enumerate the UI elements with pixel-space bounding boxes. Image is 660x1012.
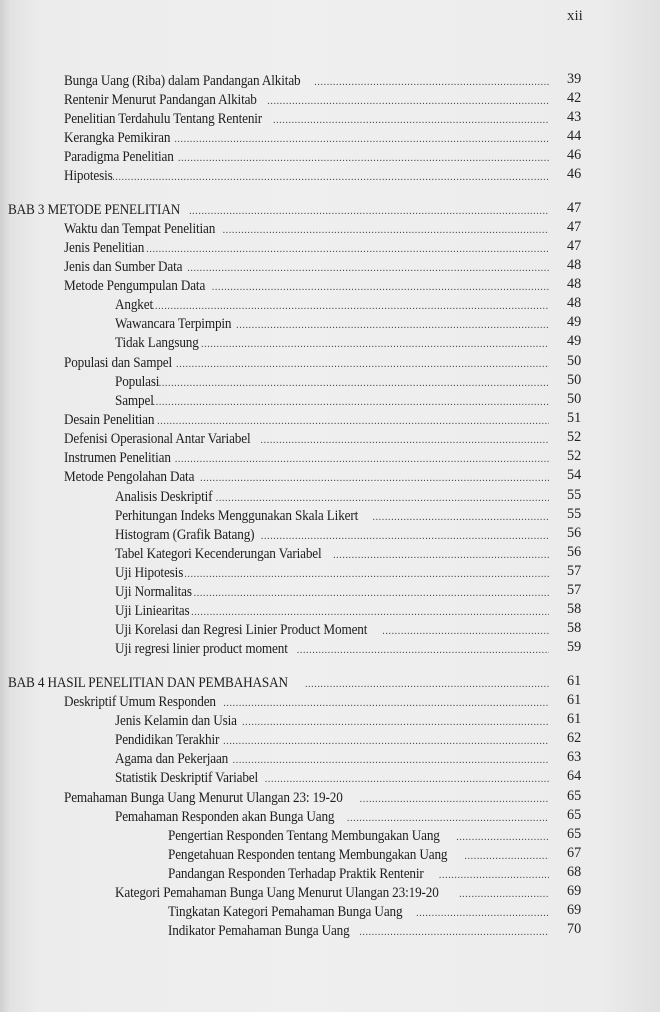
toc-entry-page-number: 49	[567, 333, 582, 349]
dot-leader	[152, 298, 549, 315]
toc-entry-label: Jenis Kelamin dan Usia	[115, 713, 237, 729]
toc-entry	[64, 431, 549, 448]
toc-entry	[64, 111, 549, 128]
toc-entry	[115, 527, 549, 544]
toc-entry	[115, 622, 549, 639]
toc-entry-page-number: 65	[567, 826, 582, 842]
toc-entry-page-number: 47	[567, 219, 582, 235]
toc-entry-page-number: 56	[567, 544, 582, 560]
dot-leader	[314, 74, 549, 91]
toc-entry-page-number: 58	[567, 601, 582, 617]
toc-entry-label: Bunga Uang (Riba) dalam Pandangan Alkitab	[64, 73, 301, 89]
toc-entry-label: Tidak Langsung	[115, 335, 199, 351]
toc-entry	[115, 335, 549, 352]
toc-entry	[115, 603, 549, 620]
toc-entry-label: Indikator Pemahaman Bunga Uang	[168, 923, 350, 939]
toc-entry	[64, 168, 549, 185]
dot-leader	[236, 317, 549, 334]
toc-entry	[64, 130, 549, 147]
dot-leader	[360, 791, 549, 808]
toc-entry	[115, 751, 549, 768]
toc-entry-page-number: 51	[567, 410, 582, 426]
toc-entry-page-number: 48	[567, 295, 582, 311]
toc-entry	[64, 73, 549, 90]
toc-entry-label: Uji Liniearitas	[115, 603, 190, 619]
dot-leader	[305, 676, 549, 693]
toc-entry-label: Analisis Deskriptif	[115, 489, 213, 505]
dot-leader	[153, 394, 549, 411]
toc-entry	[115, 374, 549, 391]
dot-leader	[233, 752, 549, 769]
toc-entry	[168, 904, 549, 921]
dot-leader	[223, 695, 549, 712]
toc-entry	[64, 221, 549, 238]
dot-leader	[456, 829, 549, 846]
dot-leader	[189, 203, 549, 220]
toc-entry-page-number: 54	[567, 467, 582, 483]
toc-entry	[168, 847, 549, 864]
toc-entry-page-number: 52	[567, 429, 582, 445]
toc-entry-page-number: 52	[567, 448, 582, 464]
toc-entry-label: Jenis dan Sumber Data	[64, 259, 183, 275]
toc-entry-label: Jenis Penelitian	[64, 240, 145, 256]
toc-entry-label: Pendidikan Terakhir	[115, 732, 220, 748]
dot-leader	[157, 413, 549, 430]
toc-entry-label: Kategori Pemahaman Bunga Uang Menurut Ulangan 23:19-20	[115, 885, 439, 901]
toc-entry-label: Waktu dan Tempat Penelitian	[64, 221, 216, 237]
toc-entry	[64, 450, 549, 467]
toc-entry	[115, 297, 549, 314]
dot-leader	[184, 566, 549, 583]
toc-entry	[64, 278, 549, 295]
toc-entry-label: Statistik Deskriptif Variabel	[115, 770, 259, 786]
toc-entry-page-number: 39	[567, 71, 582, 87]
dot-leader	[273, 112, 549, 129]
dot-leader	[265, 771, 549, 788]
dot-leader	[216, 490, 549, 507]
toc-entry-label: Angket	[115, 297, 154, 313]
toc-entry-label: Wawancara Terpimpin	[115, 316, 232, 332]
toc-entry-label: Agama dan Pekerjaan	[115, 751, 229, 767]
toc-entry-label: Populasi dan Sampel	[64, 355, 173, 371]
toc-entry-label: Penelitian Terdahulu Tentang Rentenir	[64, 111, 263, 127]
toc-entry	[64, 240, 549, 257]
toc-entry	[115, 885, 549, 902]
toc-entry-label: Metode Pengolahan Data	[64, 469, 195, 485]
toc-entry-label: Pengetahuan Responden tentang Membungakan Uang	[168, 847, 448, 863]
toc-entry-page-number: 70	[567, 921, 582, 937]
toc-entry-page-number: 48	[567, 276, 582, 292]
toc-entry-page-number: 43	[567, 109, 582, 125]
toc-entry-page-number: 59	[567, 639, 582, 655]
dot-leader	[159, 375, 549, 392]
toc-entry-label: BAB 3 METODE PENELITIAN	[8, 202, 181, 218]
toc-entry-page-number: 64	[567, 768, 582, 784]
toc-entry-label: Histogram (Grafik Batang)	[115, 527, 255, 543]
dot-leader	[359, 924, 549, 941]
dot-leader	[112, 169, 549, 186]
toc-entry	[115, 584, 549, 601]
toc-entry-label: Sampel	[115, 393, 154, 409]
toc-entry-page-number: 65	[567, 788, 582, 804]
dot-leader	[223, 222, 549, 239]
toc-entry-page-number: 62	[567, 730, 582, 746]
toc-entry-page-number: 46	[567, 147, 582, 163]
toc-entry-label: Pengertian Responden Tentang Membungakan Uang	[168, 828, 440, 844]
dot-leader	[187, 260, 549, 277]
dot-leader	[439, 867, 549, 884]
toc-entry	[64, 355, 549, 372]
toc-entry	[115, 316, 549, 333]
dot-leader	[459, 886, 549, 903]
dot-leader	[201, 336, 549, 353]
toc-entry-page-number: 56	[567, 525, 582, 541]
dot-leader	[297, 642, 549, 659]
toc-entry-page-number: 67	[567, 845, 582, 861]
dot-leader	[382, 623, 549, 640]
dot-leader	[347, 810, 549, 827]
toc-entry-label: Metode Pengumpulan Data	[64, 278, 206, 294]
toc-entry-page-number: 61	[567, 692, 582, 708]
dot-leader	[372, 509, 549, 526]
toc-entry	[64, 149, 549, 166]
toc-entry	[64, 92, 549, 109]
toc-entry	[64, 259, 549, 276]
toc-entry	[115, 641, 549, 658]
toc-entry-label: Uji Korelasi dan Regresi Linier Product Moment	[115, 622, 368, 638]
toc-entry-label: Kerangka Pemikiran	[64, 130, 171, 146]
toc-entry-page-number: 49	[567, 314, 582, 330]
toc-entry-page-number: 57	[567, 582, 582, 598]
dot-leader	[223, 733, 549, 750]
toc-entry-page-number: 57	[567, 563, 582, 579]
toc-entry	[115, 770, 549, 787]
toc-entry-page-number: 42	[567, 90, 582, 106]
dot-leader	[261, 432, 549, 449]
toc-entry-label: Tabel Kategori Kecenderungan Variabel	[115, 546, 322, 562]
dot-leader	[176, 356, 549, 373]
toc-chapter-entry	[8, 675, 549, 692]
toc-entry-label: Perhitungan Indeks Menggunakan Skala Likert	[115, 508, 359, 524]
dot-leader	[261, 528, 549, 545]
toc-entry	[115, 809, 549, 826]
dot-leader	[200, 470, 549, 487]
toc-entry	[168, 923, 549, 940]
toc-entry-page-number: 61	[567, 711, 582, 727]
toc-entry-label: Populasi	[115, 374, 160, 390]
dot-leader	[191, 604, 549, 621]
toc-entry-label: Uji Hipotesis	[115, 565, 184, 581]
toc-entry-page-number: 69	[567, 902, 582, 918]
toc-entry-page-number: 69	[567, 883, 582, 899]
toc-entry	[64, 469, 549, 486]
toc-entry-page-number: 48	[567, 257, 582, 273]
toc-entry-page-number: 55	[567, 506, 582, 522]
toc-entry-label: Desain Penelitian	[64, 412, 155, 428]
toc-entry	[168, 866, 549, 883]
toc-entry	[64, 412, 549, 429]
toc-entry	[64, 790, 549, 807]
toc-chapter-entry	[8, 202, 549, 219]
toc-entry-label: Instrumen Penelitian	[64, 450, 171, 466]
toc-entry-page-number: 50	[567, 391, 582, 407]
toc-entry-label: Tingkatan Kategori Pemahaman Bunga Uang	[168, 904, 403, 920]
toc-entry	[115, 489, 549, 506]
toc-entry	[168, 828, 549, 845]
toc-entry-page-number: 58	[567, 620, 582, 636]
dot-leader	[146, 241, 549, 258]
toc-entry-page-number: 50	[567, 353, 582, 369]
dot-leader	[267, 93, 549, 110]
toc-entry-label: Pemahaman Responden akan Bunga Uang	[115, 809, 335, 825]
toc-entry	[115, 732, 549, 749]
toc-entry-label: Deskriptif Umum Responden	[64, 694, 216, 710]
toc-entry-label: Paradigma Penelitian	[64, 149, 174, 165]
toc-entry-page-number: 65	[567, 807, 582, 823]
toc-entry-label: Defenisi Operasional Antar Variabel	[64, 431, 251, 447]
toc-entry-label: Uji regresi linier product moment	[115, 641, 288, 657]
toc-entry-label: Pemahaman Bunga Uang Menurut Ulangan 23: 19-20	[64, 790, 343, 806]
toc-entry	[115, 546, 549, 563]
dot-leader	[174, 131, 549, 148]
toc-entry-label: BAB 4 HASIL PENELITIAN DAN PEMBAHASAN	[8, 675, 288, 691]
toc-entry-label: Pandangan Responden Terhadap Praktik Rentenir	[168, 866, 424, 882]
dot-leader	[194, 585, 549, 602]
page-number: xii	[567, 8, 583, 24]
dot-leader	[333, 547, 549, 564]
dot-leader	[178, 150, 549, 167]
dot-leader	[464, 848, 549, 865]
toc-entry	[115, 393, 549, 410]
dot-leader	[416, 905, 549, 922]
toc-entry	[115, 713, 549, 730]
toc-entry-page-number: 61	[567, 673, 582, 689]
toc-entry-page-number: 63	[567, 749, 582, 765]
toc-entry	[115, 508, 549, 525]
dot-leader	[242, 714, 549, 731]
dot-leader	[175, 451, 549, 468]
toc-entry-label: Uji Normalitas	[115, 584, 192, 600]
toc-entry-label: Rentenir Menurut Pandangan Alkitab	[64, 92, 257, 108]
toc-entry-page-number: 47	[567, 200, 582, 216]
toc-entry-page-number: 44	[567, 128, 582, 144]
toc-entry-label: Hipotesis	[64, 168, 113, 184]
toc-entry-page-number: 55	[567, 487, 582, 503]
toc-entry-page-number: 47	[567, 238, 582, 254]
dot-leader	[212, 279, 549, 296]
toc-entry	[64, 694, 549, 711]
toc-entry-page-number: 68	[567, 864, 582, 880]
toc-entry-page-number: 50	[567, 372, 582, 388]
toc-entry-page-number: 46	[567, 166, 582, 182]
toc-entry	[115, 565, 549, 582]
